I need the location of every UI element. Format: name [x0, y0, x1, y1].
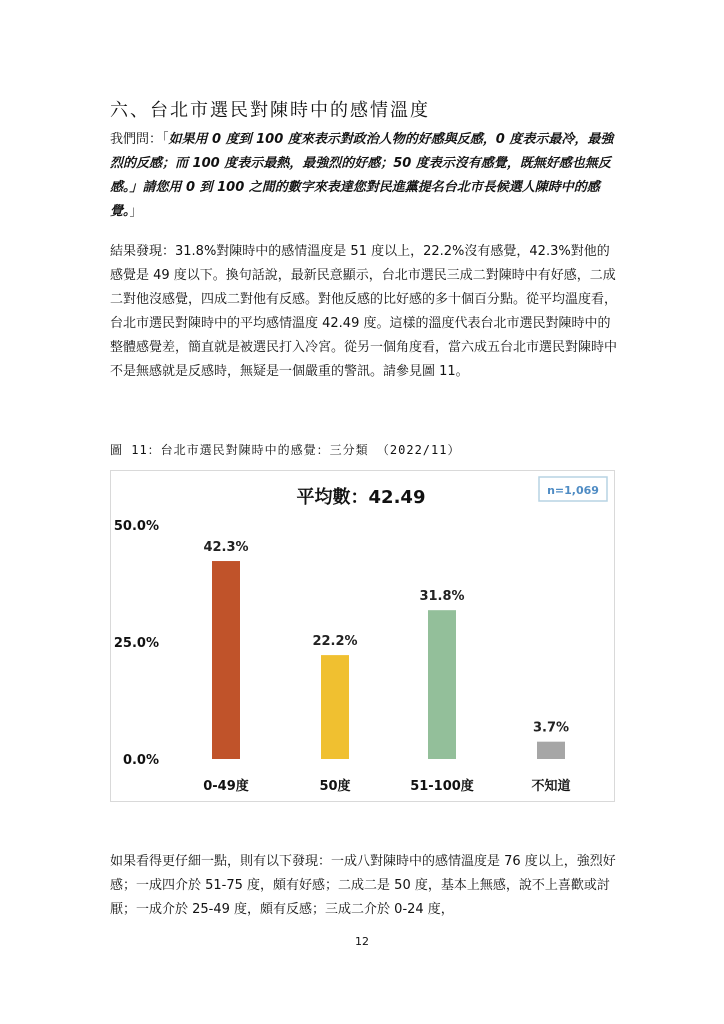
- y-tick-label: 0.0%: [122, 753, 159, 768]
- y-tick-label: 25.0%: [113, 636, 159, 651]
- bar: [537, 742, 565, 759]
- page-number: 12: [355, 935, 369, 948]
- survey-question: [110, 128, 618, 224]
- results-paragraph: 結果發現：31.8%對陳時中的感情溫度是 51 度以上，22.2%沒有感覺，42.3%對他的感覺是 49 度以下。換句話說，最新民意顯示，台北市選民三成二對陳時中有好感，二成二對他沒感覺，四成二對他有反感。對他反感的比好感的多十個百分點。從平均溫度看，台北市選民對陳時中的平均感情溫度 42.49 度。這樣的溫度代表台北市選民對陳時中的整體感覺差，簡直就是被選民打入冷宮。從另一個角度看，當六成五台北市選民對陳時中不是無感就是反感時，無疑是一個嚴重的警訊。請參見圖 11。: [110, 244, 618, 379]
- bars: [203, 540, 569, 759]
- x-tick-label: 不知道: [531, 779, 571, 794]
- x-tick-label: 51-100度: [410, 779, 474, 794]
- x-tick-label: 50度: [319, 779, 351, 794]
- question-suffix: 」: [129, 204, 143, 219]
- sample-size-label: n=1,069: [547, 484, 599, 497]
- bar: [428, 610, 456, 759]
- detail-paragraph: 如果看得更仔細一點，則有以下發現：一成八對陳時中的感情溫度是 76 度以上，強烈好感；一成四介於 51-75 度，頗有好感；二成二是 50 度，基本上無感，說不上喜歡或討厭；一成介於 25-49 度，頗有反感；三成二介於 0-24 度，: [110, 854, 616, 917]
- x-tick-label: 0-49度: [203, 779, 249, 794]
- y-tick-label: 50.0%: [113, 519, 159, 534]
- question-text: 如果用 0 度到 100 度來表示對政治人物的好感與反感，0 度表示最冷，最強烈的反感；而 100 度表示最熱，最強烈的好感；50 度表示沒有感覺，既無好感也無反感。」請您用 0 到 100 之間的數字來表達您對民進黨提名台北市長候選人陳時中的感覺。: [110, 132, 614, 219]
- bar-value-label: 22.2%: [312, 634, 358, 650]
- bar: [212, 561, 240, 759]
- question-prefix: 我們問：「: [110, 132, 169, 147]
- bar: [321, 655, 349, 759]
- y-axis: [114, 519, 159, 768]
- x-axis: [203, 778, 570, 794]
- section-heading: 六、台北市選民對陳時中的感情溫度: [110, 100, 430, 121]
- chart-title: 平均數：42.49: [296, 487, 426, 508]
- bar-value-label: 31.8%: [419, 589, 465, 605]
- bar-value-label: 42.3%: [203, 540, 249, 556]
- chart-canvas: [111, 471, 614, 801]
- bar-chart: [110, 470, 615, 802]
- figure-caption: 圖 11：台北市選民對陳時中的感覺：三分類 （2022/11）: [110, 443, 461, 457]
- bar-value-label: 3.7%: [532, 720, 570, 736]
